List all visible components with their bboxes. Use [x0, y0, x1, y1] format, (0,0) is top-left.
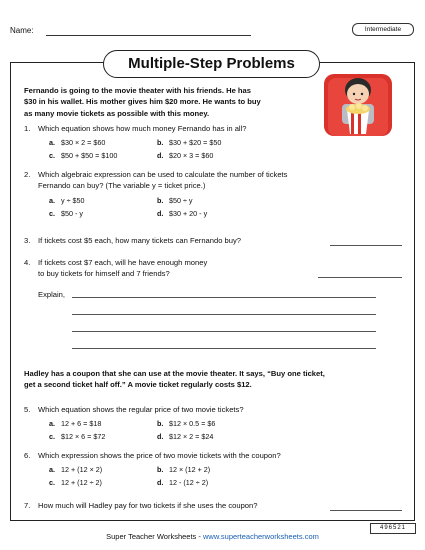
q2-option-d[interactable]: d. $30 + 20 - y	[157, 209, 208, 218]
q6-option-c[interactable]: c. 12 + (12 ÷ 2)	[49, 478, 102, 487]
passage-hadley: Hadley has a coupon that she can use at the movie theater. It says, “Buy one ticket, get a second ticket half off.” A movie ticket regularly costs $12.	[24, 369, 325, 390]
q2-option-c[interactable]: c. $50 - y	[49, 209, 83, 218]
footer-separator: -	[196, 532, 203, 541]
passage-fernando: Fernando is going to the movie theater with his friends. He has $30 in his wallet. His mother gives him $20 more. He wants to buy as many movie tickets as possible with this money.	[24, 86, 261, 118]
q6-option-a[interactable]: a. 12 + (12 × 2)	[49, 465, 103, 474]
q5-option-d[interactable]: d. $12 × 2 = $24	[157, 432, 214, 441]
explain-label: Explain,	[38, 290, 66, 299]
q4-answer-line[interactable]	[318, 277, 402, 278]
q6-option-b[interactable]: b. 12 × (12 + 2)	[157, 465, 211, 474]
q3-answer-line[interactable]	[330, 245, 402, 246]
question-3: 3. If tickets cost $5 each, how many tickets can Fernando buy?	[24, 236, 242, 245]
question-7: 7. How much will Hadley pay for two tickets if she uses the coupon?	[24, 501, 258, 510]
footer-brand: Super Teacher Worksheets	[106, 532, 197, 541]
question-2: 2. Which algebraic expression can be used to calculate the number of tickets Fernando can buy? (The variable y = ticket price.)	[24, 170, 288, 191]
explain-line-4[interactable]	[72, 348, 376, 349]
explain-line-3[interactable]	[72, 331, 376, 332]
explain-line-2[interactable]	[72, 314, 376, 315]
q1-option-c[interactable]: c. $50 + $50 = $100	[49, 151, 118, 160]
explain-line-1[interactable]	[72, 297, 376, 298]
q5-option-a[interactable]: a. 12 + 6 = $18	[49, 419, 102, 428]
worksheet-code: 496521	[370, 523, 416, 534]
page-title: Multiple-Step Problems	[103, 50, 320, 78]
q1-option-d[interactable]: d. $20 × 3 = $60	[157, 151, 214, 160]
question-5: 5. Which equation shows the regular price of two movie tickets?	[24, 405, 244, 414]
footer	[0, 532, 425, 541]
q6-option-d[interactable]: d. 12 - (12 ÷ 2)	[157, 478, 209, 487]
level-badge: Intermediate	[352, 23, 414, 36]
q2-option-b[interactable]: b. $50 ÷ y	[157, 196, 193, 205]
question-4: 4. If tickets cost $7 each, will he have enough money to buy tickets for himself and 7 friends?	[24, 258, 208, 279]
name-line[interactable]	[46, 35, 251, 36]
q2-option-a[interactable]: a. y ÷ $50	[49, 196, 85, 205]
q7-answer-line[interactable]	[330, 510, 402, 511]
footer-url[interactable]: www.superteacherworksheets.com	[202, 532, 319, 541]
question-6: 6. Which expression shows the price of two movie tickets with the coupon?	[24, 451, 281, 460]
question-1: 1. Which equation shows how much money Fernando has in all?	[24, 124, 247, 133]
q5-option-c[interactable]: c. $12 × 6 = $72	[49, 432, 106, 441]
q5-option-b[interactable]: b. $12 × 0.5 = $6	[157, 419, 216, 428]
q1-option-b[interactable]: b. $30 + $20 = $50	[157, 138, 222, 147]
q1-option-a[interactable]: a. $30 × 2 = $60	[49, 138, 106, 147]
boy-with-popcorn-illustration	[318, 66, 398, 136]
name-label: Name:	[10, 26, 34, 35]
